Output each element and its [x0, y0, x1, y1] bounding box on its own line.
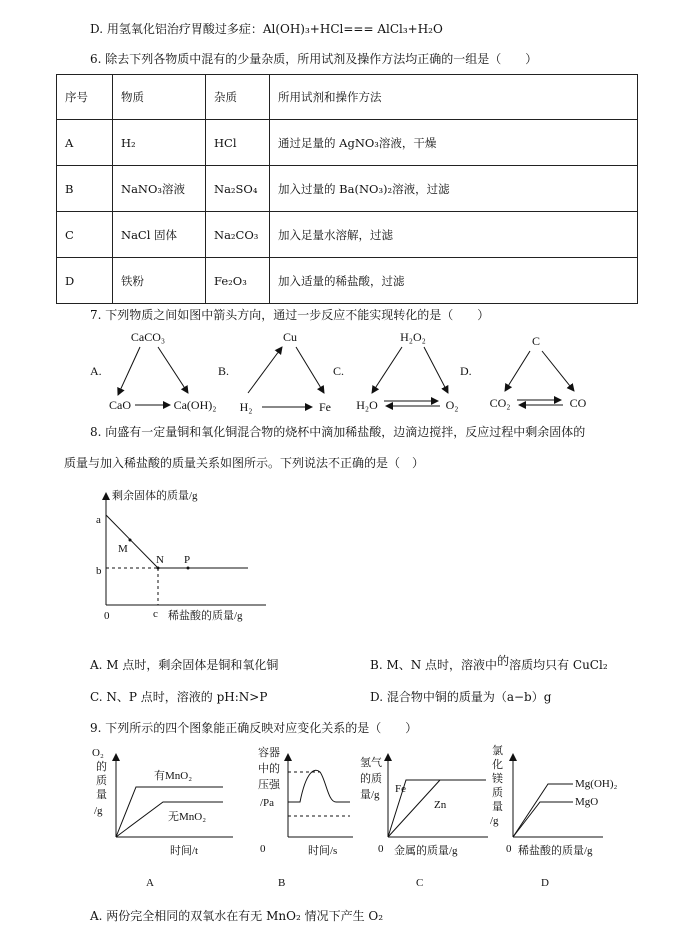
graph-a-letter: A — [146, 877, 154, 889]
point-b-label: b — [96, 565, 102, 577]
graph-a-ylabel: /g — [94, 805, 103, 817]
q9-graphs — [88, 742, 618, 897]
graph-a-ylabel: 量 — [96, 789, 107, 801]
graph-c-origin: 0 — [378, 843, 384, 855]
table-cell: NaCl 固体 — [113, 212, 206, 258]
y-axis-label: 剩余固体的质量/g — [112, 490, 198, 502]
arrow — [296, 347, 324, 393]
point-p-label: P — [184, 554, 191, 566]
table-cell: HCl — [206, 120, 270, 166]
graph-d-ylabel: 质 — [492, 787, 503, 799]
graph-d — [490, 743, 617, 889]
table-cell: H₂ — [113, 120, 206, 166]
q8-option-a: A. M 点时，剩余固体是铜和氧化铜 — [90, 658, 279, 672]
q6-options-table — [56, 74, 638, 304]
q8-option-d: D. 混合物中铜的质量为（a−b）g — [370, 690, 552, 704]
table-cell: Na₂SO₄ — [206, 166, 270, 212]
arrow — [158, 347, 188, 393]
q9-option-a: A. 两份完全相同的双氧水在有无 MnO₂ 情况下产生 O₂ — [90, 909, 384, 923]
graph-a-upper-label: 有MnO₂ — [154, 770, 193, 782]
point-c-label: c — [153, 608, 158, 620]
graph-d-origin: 0 — [506, 843, 512, 855]
diagram-d-right: CO — [569, 396, 587, 410]
graph-b-ylabel: /Pa — [260, 797, 275, 809]
table-row — [57, 258, 638, 304]
graph-b-xlabel: 时间/s — [308, 845, 338, 857]
table-cell: Fe₂O₃ — [206, 258, 270, 304]
table-cell: 加入过量的 Ba(NO₃)₂溶液，过滤 — [270, 166, 638, 212]
graph-a-lower-label: 无MnO₂ — [168, 811, 207, 823]
pressure-curve — [288, 770, 350, 802]
point-a-label: a — [96, 514, 101, 526]
q8-option-b-mid: 的 — [497, 654, 510, 668]
graph-d-letter: D — [541, 877, 549, 889]
table-row — [57, 166, 638, 212]
q8-graph — [88, 485, 278, 625]
table-row — [57, 120, 638, 166]
table-cell: B — [57, 166, 113, 212]
graph-a-ylabel: 的 — [96, 761, 107, 773]
table-row — [57, 212, 638, 258]
table-cell: A — [57, 120, 113, 166]
arrow — [118, 347, 140, 395]
graph-b-origin: 0 — [260, 843, 266, 855]
graph-b-ylabel: 容器 — [258, 747, 280, 759]
diagram-a-top: CaCO₃ — [130, 330, 166, 344]
graph-d-ylabel: 量 — [492, 801, 503, 813]
q8-stem-line1: 8. 向盛有一定量铜和氧化铜混合物的烧杯中滴加稀盐酸，边滴边搅拌，反应过程中剩余固体的 — [90, 425, 586, 439]
point-n-label: N — [156, 554, 164, 566]
graph-c-ylabel: 的质 — [360, 773, 382, 785]
table-cell: D — [57, 258, 113, 304]
point-m-label: M — [118, 543, 128, 555]
point-p-marker — [187, 567, 190, 570]
arrow — [505, 351, 530, 391]
table-header-row — [57, 75, 638, 120]
arrow — [542, 351, 574, 391]
table-cell: 铁粉 — [113, 258, 206, 304]
graph-c-ylabel: 量/g — [360, 789, 380, 801]
table-cell: Na₂CO₃ — [206, 212, 270, 258]
q8-option-c: C. N、P 点时，溶液的 pH:N>P — [90, 690, 268, 704]
graph-c-xlabel: 金属的质量/g — [394, 845, 458, 857]
graph-b-ylabel: 中的 — [258, 763, 280, 775]
graph-d-lower-label: MgO — [575, 796, 599, 808]
diagram-d-top: C — [531, 334, 541, 348]
diagram-d-left: CO₂ — [489, 396, 511, 410]
line-mgo — [513, 802, 573, 837]
graph-d-ylabel: 氯 — [492, 745, 503, 757]
table-cell: 加入适量的稀盐酸，过滤 — [270, 258, 638, 304]
diagram-b-top: Cu — [282, 330, 298, 344]
diagram-c-top: H₂O₂ — [400, 330, 426, 344]
arrow — [424, 347, 448, 393]
header-cell: 物质 — [113, 75, 206, 120]
graph-c-fe-label: Fe — [395, 783, 406, 795]
graph-c — [360, 754, 488, 889]
graph-c-zn-label: Zn — [434, 799, 447, 811]
graph-d-ylabel: /g — [490, 815, 499, 827]
graph-c-ylabel: 氢气 — [360, 757, 382, 769]
graph-d-xlabel: 稀盐酸的质量/g — [518, 845, 593, 857]
diagram-d-letter: D. — [460, 364, 472, 378]
descending-line — [106, 515, 158, 568]
diagram-c-letter: C. — [333, 364, 345, 378]
graph-d-ylabel: 镁 — [492, 773, 503, 785]
q9-stem: 9. 下列所示的四个图象能正确反映对应变化关系的是（ ） — [90, 721, 418, 735]
diagram-b-right: Fe — [319, 400, 331, 414]
graph-b-letter: B — [278, 877, 286, 889]
q7-stem: 7. 下列物质之间如图中箭头方向，通过一步反应不能实现转化的是（ ） — [90, 308, 490, 322]
table-cell: 通过足量的 AgNO₃溶液，干燥 — [270, 120, 638, 166]
diagram-c-left: H₂O — [356, 398, 378, 412]
graph-b — [258, 745, 353, 889]
q6-stem: 6. 除去下列各物质中混有的少量杂质，所用试剂及操作方法均正确的一组是（ ） — [90, 52, 538, 66]
arrow — [248, 347, 282, 393]
diagram-a-right: Ca(OH)₂ — [173, 398, 217, 412]
header-cell: 杂质 — [206, 75, 270, 120]
header-cell: 所用试剂和操作方法 — [270, 75, 638, 120]
origin-label: 0 — [104, 610, 110, 622]
q7-transformation-diagrams — [80, 325, 620, 417]
graph-a-ylabel: 质 — [96, 775, 107, 787]
graph-a-ylabel: O₂ — [92, 747, 104, 759]
diagram-a-letter: A. — [90, 364, 102, 378]
table-cell: 加入足量水溶解，过滤 — [270, 212, 638, 258]
diagram-c-right: O₂ — [445, 398, 459, 412]
graph-b-ylabel: 压强 — [258, 779, 280, 791]
table-cell: C — [57, 212, 113, 258]
x-axis-label: 稀盐酸的质量/g — [168, 610, 243, 622]
point-n-marker — [157, 567, 160, 570]
q8-stem-line2: 质量与加入稀盐酸的质量关系如图所示。下列说法不正确的是（ ） — [64, 456, 425, 470]
diagram-b-left: H₂ — [239, 400, 253, 414]
graph-d-upper-label: Mg(OH)₂ — [575, 778, 618, 790]
diagram-a-left: CaO — [109, 398, 131, 412]
q8-option-b-post: 溶质均只有 CuCl₂ — [509, 658, 608, 672]
q5-option-d: D. 用氢氧化铝治疗胃酸过多症：Al(OH)₃+HCl=== AlCl₃+H₂O — [90, 22, 443, 36]
graph-a-xlabel: 时间/t — [170, 845, 199, 857]
diagram-b-letter: B. — [218, 364, 230, 378]
graph-a — [92, 747, 233, 889]
header-cell: 序号 — [57, 75, 113, 120]
point-m-marker — [129, 539, 132, 542]
q8-option-b — [370, 656, 608, 673]
line-mgoh2 — [513, 784, 573, 837]
q8-option-b-pre: B. M、N 点时，溶液中 — [370, 658, 498, 672]
graph-d-ylabel: 化 — [492, 759, 503, 771]
arrow — [372, 347, 402, 393]
graph-c-letter: C — [416, 877, 424, 889]
table-cell: NaNO₃溶液 — [113, 166, 206, 212]
